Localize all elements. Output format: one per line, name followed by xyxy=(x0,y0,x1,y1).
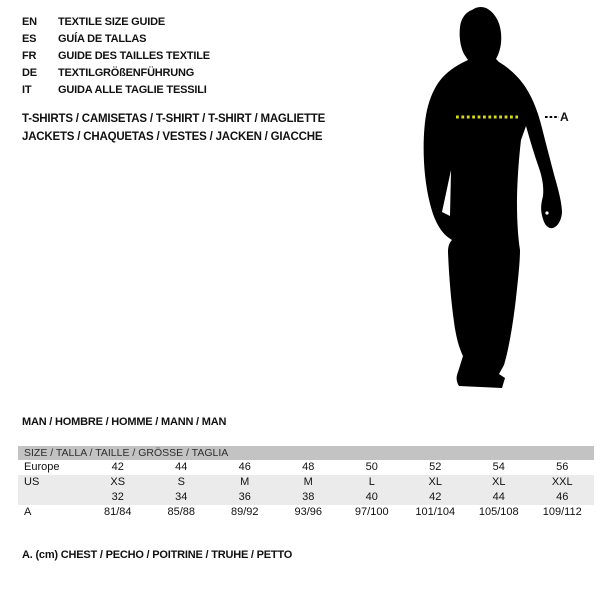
size-table-cell: 109/112 xyxy=(542,506,582,518)
size-table xyxy=(18,446,594,520)
size-table-cell: 32 xyxy=(111,491,124,503)
hand-thumb-highlight xyxy=(545,211,548,214)
size-table-cell: 42 xyxy=(429,491,442,503)
size-table-row-label: Europe xyxy=(24,461,60,473)
language-code: FR xyxy=(22,50,37,62)
size-table-cell: 85/88 xyxy=(167,506,196,518)
size-table-body xyxy=(18,460,594,520)
silhouette-body xyxy=(424,7,562,388)
language-title: TEXTILE SIZE GUIDE xyxy=(58,16,166,28)
size-table-cell: 89/92 xyxy=(230,506,259,518)
size-table-cell: 93/96 xyxy=(294,506,323,518)
size-table-cell: 38 xyxy=(302,491,315,503)
language-code: IT xyxy=(22,84,32,96)
size-table-cell: 46 xyxy=(238,461,251,473)
category-line: JACKETS / CHAQUETAS / VESTES / JACKEN / GIACCHE xyxy=(22,131,323,143)
measurement-label-a: A xyxy=(560,110,569,124)
size-table-cell: XS xyxy=(110,476,126,488)
language-code: EN xyxy=(22,16,37,28)
size-table-cell: S xyxy=(177,476,185,488)
size-table-row xyxy=(18,490,594,505)
size-table-cell: 34 xyxy=(175,491,188,503)
size-table-cell: 101/104 xyxy=(415,506,456,518)
size-table-cell: 40 xyxy=(365,491,378,503)
language-title: GUÍA DE TALLAS xyxy=(58,33,147,45)
size-table-cell: 81/84 xyxy=(103,506,132,518)
measurement-footnote: A. (cm) CHEST / PECHO / POITRINE / TRUHE / PETTO xyxy=(22,549,293,561)
size-table-cell: XL xyxy=(428,476,442,488)
language-code: ES xyxy=(22,33,37,45)
size-table-cell: 46 xyxy=(556,491,569,503)
size-table-row-label: A xyxy=(24,506,32,518)
gender-section-label: MAN / HOMBRE / HOMME / MANN / MAN xyxy=(22,416,227,428)
size-table-cell: 42 xyxy=(111,461,124,473)
language-title: GUIDA ALLE TAGLIE TESSILI xyxy=(58,84,207,96)
size-table-row-label: US xyxy=(24,476,40,488)
language-title: GUIDE DES TAILLES TEXTILE xyxy=(58,50,210,62)
size-table-cell: XXL xyxy=(551,476,573,488)
size-table-row xyxy=(18,460,594,475)
size-table-cell: 44 xyxy=(175,461,188,473)
language-title: TEXTILGRÖßENFÜHRUNG xyxy=(58,67,195,79)
size-table-cell: 56 xyxy=(556,461,569,473)
size-table-cell: 48 xyxy=(302,461,315,473)
size-table-cell: 36 xyxy=(238,491,251,503)
size-table-cell: 97/100 xyxy=(354,506,389,518)
size-table-cell: L xyxy=(368,476,375,488)
size-table-cell: 105/108 xyxy=(478,506,519,518)
size-table-row xyxy=(18,505,594,520)
language-code: DE xyxy=(22,67,37,79)
size-table-cell: M xyxy=(240,476,250,488)
size-table-cell: 52 xyxy=(429,461,442,473)
size-table-header: SIZE / TALLA / TAILLE / GRÖSSE / TAGLIA xyxy=(18,446,594,460)
size-table-cell: 44 xyxy=(492,491,505,503)
size-table-cell: 54 xyxy=(492,461,505,473)
size-table-cell: M xyxy=(303,476,313,488)
size-table-row-label xyxy=(18,490,86,505)
size-table-cell: XL xyxy=(492,476,506,488)
category-line: T-SHIRTS / CAMISETAS / T-SHIRT / T-SHIRT / MAGLIETTE xyxy=(22,113,326,125)
size-table-cell: 50 xyxy=(365,461,378,473)
size-table-row xyxy=(18,475,594,490)
